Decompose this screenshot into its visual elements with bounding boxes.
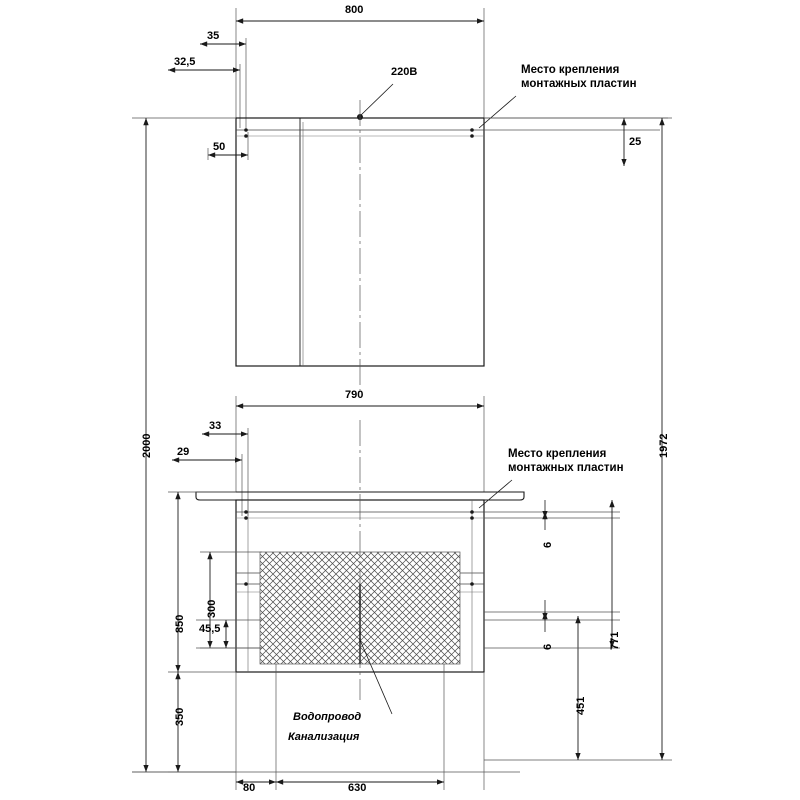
dimension-451: 451 bbox=[575, 696, 587, 715]
dimension-350: 350 bbox=[174, 707, 186, 726]
dimension-1972: 1972 bbox=[658, 433, 670, 458]
annotation-mount-plate-top-line1: Место крепления bbox=[521, 64, 620, 76]
dimension-630: 630 bbox=[348, 782, 367, 794]
dimension-300: 300 bbox=[206, 599, 218, 618]
annotation-sewerage: Канализация bbox=[288, 731, 360, 743]
dimension-771: 771 bbox=[609, 631, 621, 650]
dimension-25: 25 bbox=[629, 136, 642, 148]
dimension-32-5: 32,5 bbox=[174, 56, 196, 68]
dimension-33: 33 bbox=[209, 420, 222, 432]
annotation-mount-plate-bottom-line1: Место крепления bbox=[508, 448, 607, 460]
annotation-mount-plate-top-line2: монтажных пластин bbox=[521, 78, 637, 90]
annotation-water-supply: Водопровод bbox=[293, 711, 362, 723]
dimension-6-bottom: 6 bbox=[542, 643, 554, 650]
dimension-6-top: 6 bbox=[542, 541, 554, 548]
dimension-790: 790 bbox=[345, 389, 364, 401]
dimension-50: 50 bbox=[213, 141, 226, 153]
dimension-29: 29 bbox=[177, 446, 190, 458]
dimension-800: 800 bbox=[345, 4, 364, 16]
dimension-2000: 2000 bbox=[141, 433, 153, 458]
dimension-45-5: 45,5 bbox=[199, 623, 221, 635]
annotation-220v: 220В bbox=[391, 66, 418, 78]
dimension-850: 850 bbox=[174, 614, 186, 633]
dimension-80: 80 bbox=[243, 782, 256, 794]
annotation-mount-plate-bottom-line2: монтажных пластин bbox=[508, 462, 624, 474]
dimension-35: 35 bbox=[207, 30, 220, 42]
